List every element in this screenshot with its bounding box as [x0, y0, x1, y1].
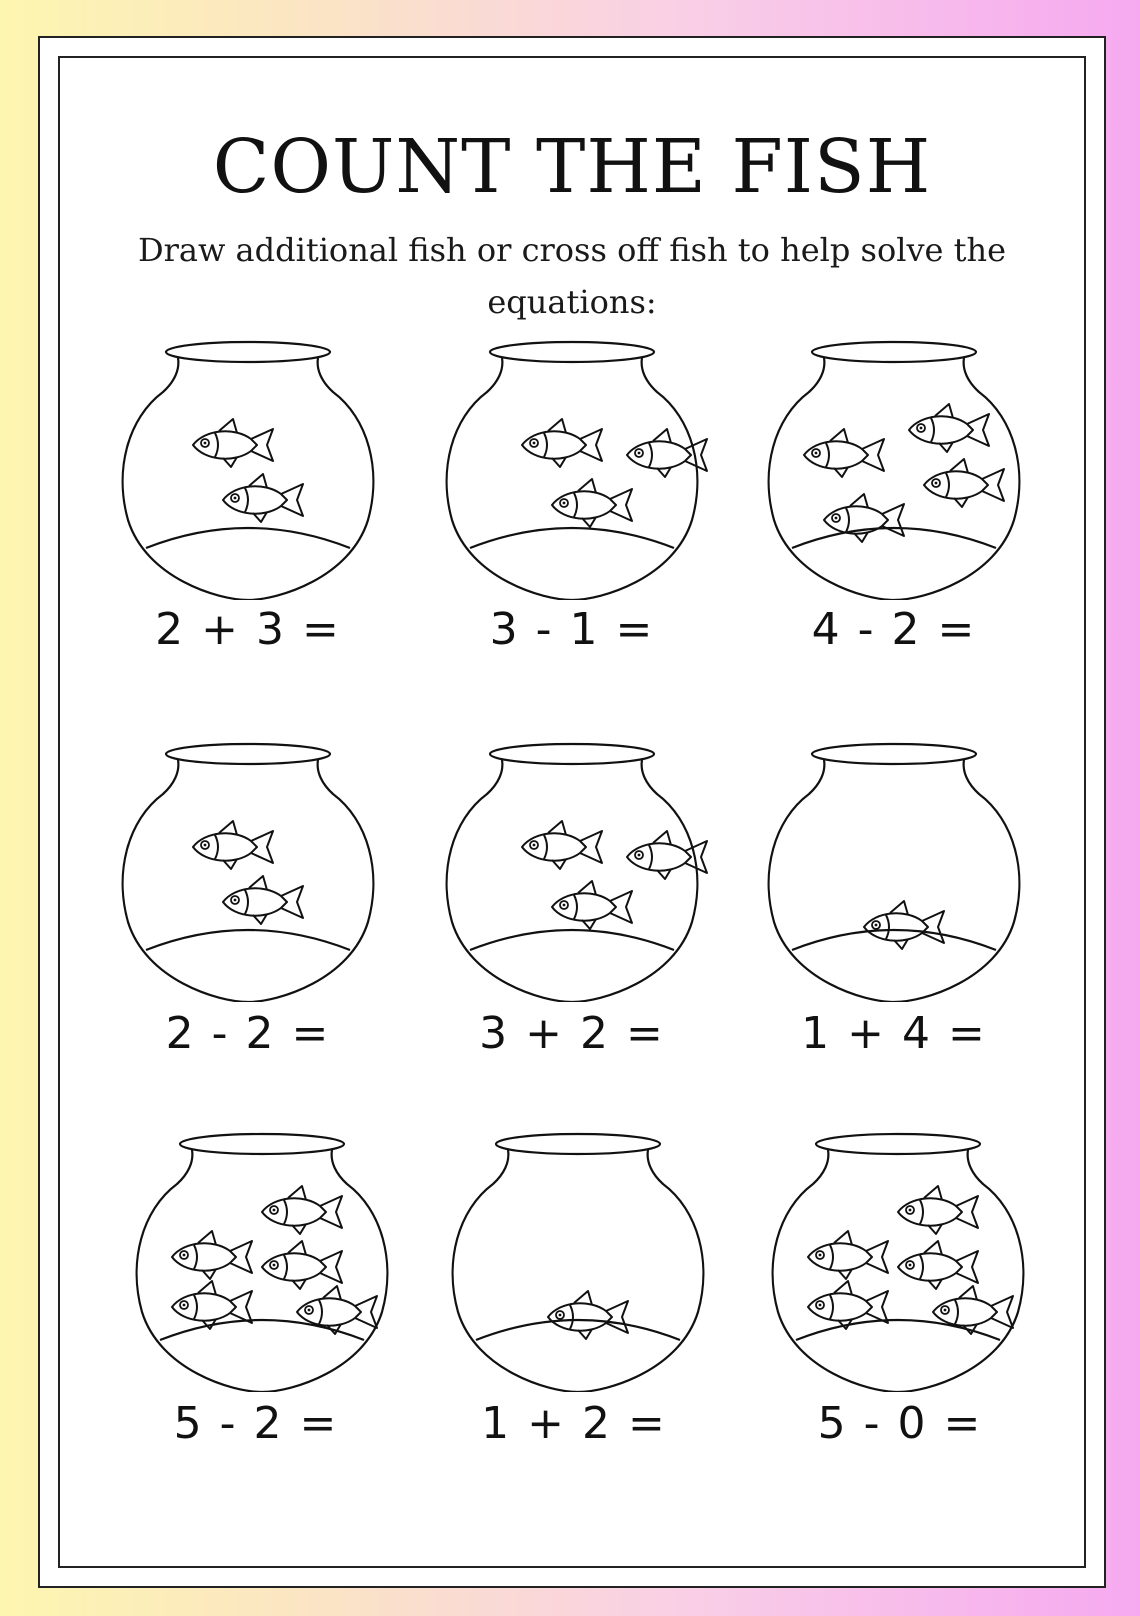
bowl-rim — [180, 1134, 344, 1154]
equation-2: 3 - 1 = — [489, 604, 655, 655]
bowl-water-line — [470, 528, 674, 548]
fishbowl-4[interactable] — [108, 732, 388, 1002]
bowl-water-line — [146, 528, 350, 548]
equation-8: 1 + 2 = — [481, 1398, 667, 1449]
bowl-rim — [166, 342, 330, 362]
fishbowl-5[interactable] — [432, 732, 712, 1002]
fish-icon — [898, 1186, 978, 1234]
bowl-water-line — [146, 930, 350, 950]
bowl-outline — [773, 1150, 1024, 1392]
fish-icon — [522, 821, 602, 869]
fish-icon — [808, 1231, 888, 1279]
fish-icon — [909, 404, 989, 452]
fish-icon — [898, 1241, 978, 1289]
bowl-rim — [816, 1134, 980, 1154]
fish-icon — [223, 474, 303, 522]
fish-icon — [552, 479, 632, 527]
fishbowl-7[interactable] — [122, 1122, 402, 1392]
bowl-outline — [447, 760, 698, 1002]
problem-grid — [40, 38, 1108, 1590]
bowl-outline — [769, 760, 1020, 1002]
fishbowl-8[interactable] — [438, 1122, 718, 1392]
fish-icon — [804, 429, 884, 477]
equation-7: 5 - 2 = — [173, 1398, 339, 1449]
bowl-rim — [496, 1134, 660, 1154]
bowl-rim — [166, 744, 330, 764]
fishbowl-1[interactable] — [108, 330, 388, 600]
worksheet-page — [38, 36, 1106, 1588]
fish-icon — [172, 1231, 252, 1279]
fishbowl-6[interactable] — [754, 732, 1034, 1002]
fish-icon — [262, 1186, 342, 1234]
fishbowl-3[interactable] — [754, 330, 1034, 600]
bowl-outline — [453, 1150, 704, 1392]
fish-icon — [933, 1286, 1013, 1334]
equation-5: 3 + 2 = — [479, 1008, 665, 1059]
bowl-outline — [123, 760, 374, 1002]
bowl-rim — [812, 744, 976, 764]
fish-icon — [262, 1241, 342, 1289]
equation-6: 1 + 4 = — [801, 1008, 987, 1059]
equation-9: 5 - 0 = — [817, 1398, 983, 1449]
page-title: COUNT THE FISH — [212, 124, 932, 210]
bowl-outline — [447, 358, 698, 600]
bowl-rim — [490, 744, 654, 764]
fishbowl-2[interactable] — [432, 330, 712, 600]
instructions-text: Draw additional fish or cross off fish to help solve the equations: — [137, 231, 1007, 321]
fish-icon — [193, 821, 273, 869]
bowl-rim — [812, 342, 976, 362]
bowl-outline — [123, 358, 374, 600]
bowl-water-line — [160, 1320, 364, 1340]
fish-icon — [924, 459, 1004, 507]
fish-icon — [552, 881, 632, 929]
bowl-outline — [137, 1150, 388, 1392]
bowl-rim — [490, 342, 654, 362]
fish-icon — [223, 876, 303, 924]
fish-icon — [864, 901, 944, 949]
fish-icon — [193, 419, 273, 467]
equation-1: 2 + 3 = — [155, 604, 341, 655]
bowl-water-line — [796, 1320, 1000, 1340]
bowl-water-line — [470, 930, 674, 950]
fishbowl-9[interactable] — [758, 1122, 1038, 1392]
fish-icon — [522, 419, 602, 467]
fish-icon — [297, 1286, 377, 1334]
equation-4: 2 - 2 = — [165, 1008, 331, 1059]
equation-3: 4 - 2 = — [811, 604, 977, 655]
fish-icon — [548, 1291, 628, 1339]
